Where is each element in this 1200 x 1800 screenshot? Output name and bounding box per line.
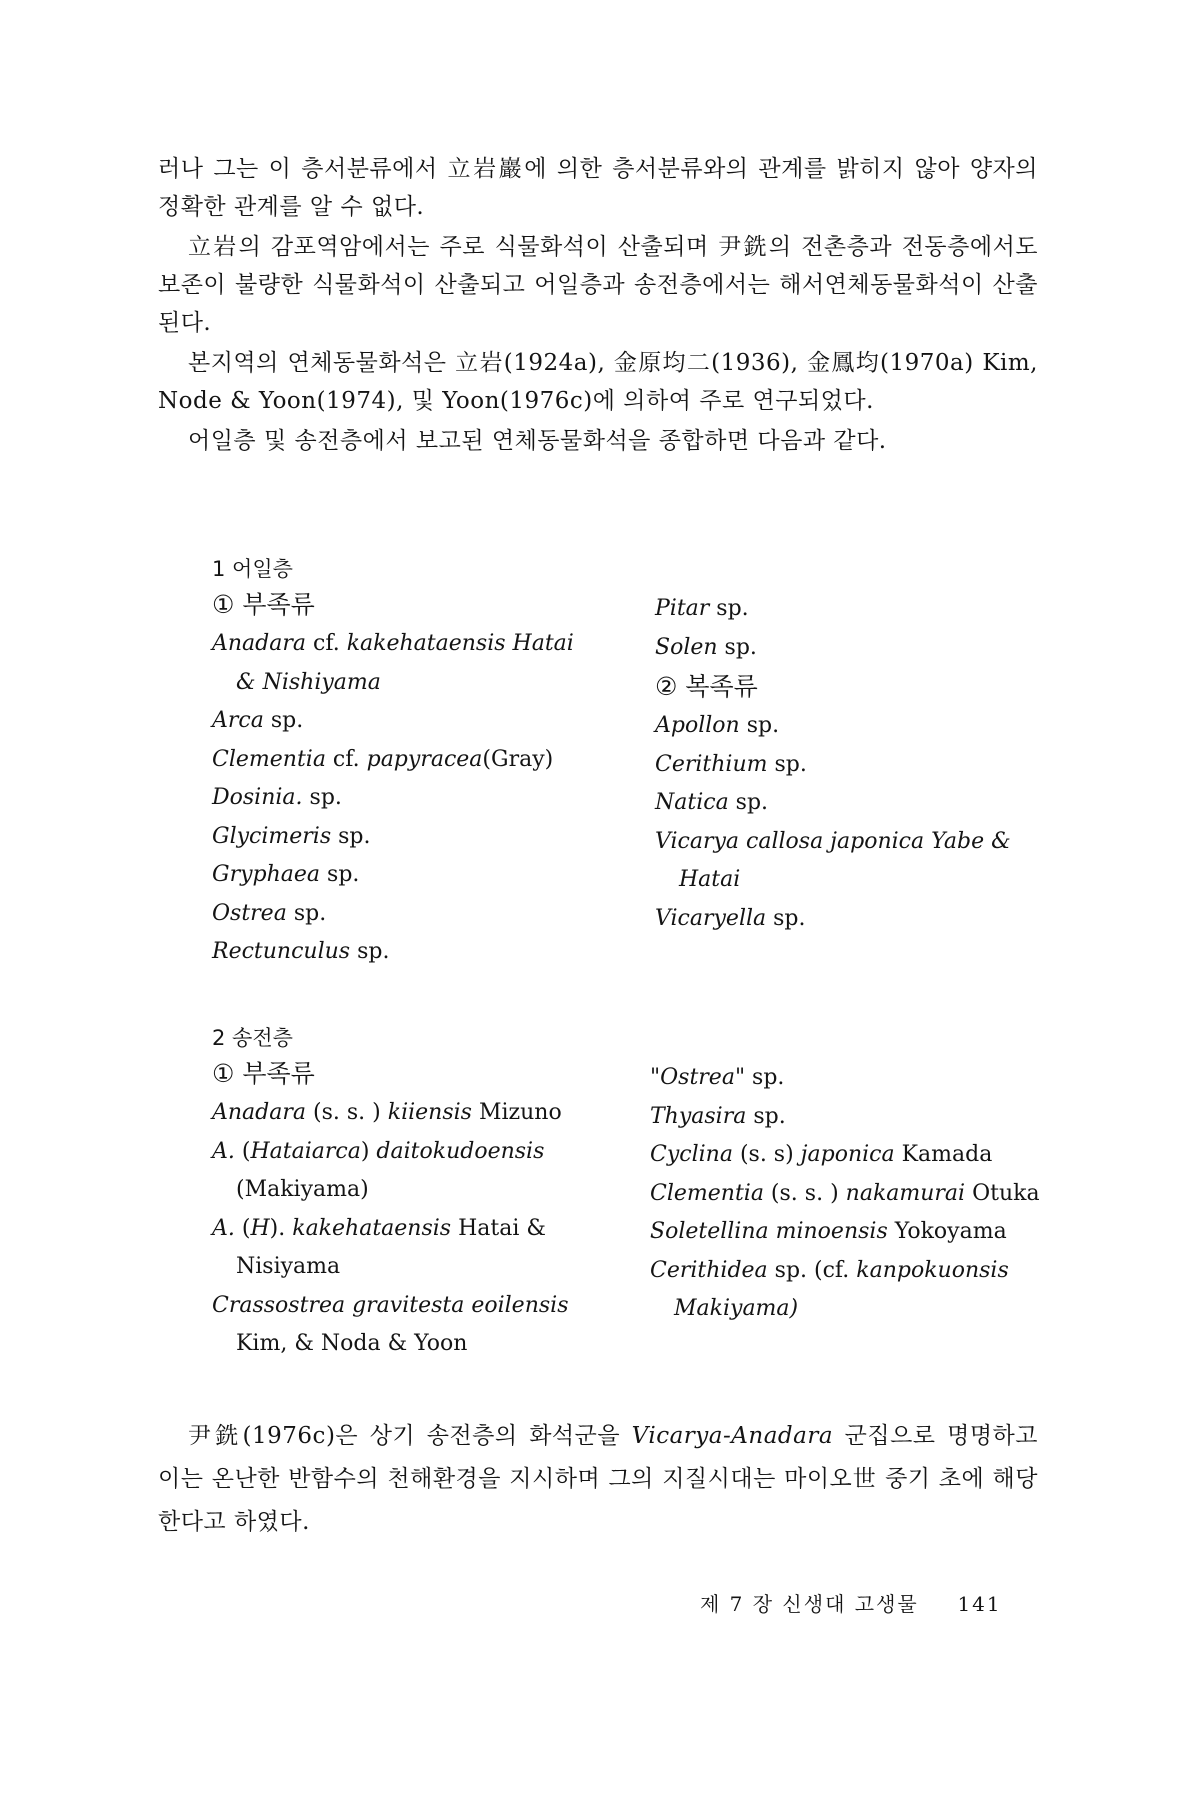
closing-text-italic: Vicarya-Anadara [631, 1423, 834, 1449]
species-line [212, 856, 642, 895]
species-text: (s. s. ) [306, 1100, 388, 1125]
species-text: sp. [728, 790, 769, 815]
species-line [212, 741, 642, 780]
section-1-left-list [212, 625, 642, 972]
species-line [650, 1098, 1080, 1137]
species-name-italic: Crassostrea gravitesta eoilensis [212, 1292, 569, 1318]
species-name-italic: nakamurai [845, 1180, 966, 1206]
species-name-italic: Pitar [655, 596, 710, 621]
species-line [655, 707, 1085, 746]
species-text: sp. [263, 708, 304, 733]
species-name-italic: kakehataensis [292, 1215, 452, 1241]
species-name-italic: A. [212, 1215, 235, 1241]
section-2-left-list [212, 1094, 642, 1364]
species-text: Kim, & Noda & Yoon [236, 1331, 468, 1356]
species-text: sp. [717, 634, 757, 660]
species-name-italic: kanpokuonsis [856, 1257, 1009, 1283]
species-text: sp. [746, 1103, 786, 1129]
paragraph-1: 러나 그는 이 층서분류에서 立岩巖에 의한 층서분류와의 관계를 밝히지 않아 양자의 정확한 관계를 알 수 없다. [158, 156, 1038, 220]
species-line [212, 625, 642, 664]
closing-text-pre: 尹銑(1976c)은 상기 송전층의 화석군을 [188, 1423, 632, 1449]
species-text: Yokoyama [887, 1219, 1007, 1244]
species-text: Nisiyama [236, 1254, 341, 1279]
species-line [655, 746, 1085, 785]
species-text: ( [234, 1138, 251, 1164]
species-line [650, 1290, 1080, 1329]
species-line [212, 1210, 642, 1249]
section-1-right-column [655, 590, 1085, 938]
species-line [650, 1136, 1080, 1175]
species-text: sp. [709, 596, 749, 621]
species-text: sp. [767, 751, 807, 777]
section-1-right-list [655, 707, 1085, 938]
species-text: cf. [306, 631, 347, 656]
species-line [650, 1213, 1080, 1252]
species-name-italic: Dosinia. [212, 785, 303, 810]
section-1-title: 1 어일층 [212, 557, 293, 581]
paragraph-4: 어일층 및 송전층에서 보고된 연체동물화석을 종합하면 다음과 같다. [188, 428, 887, 454]
section-2-right-list [650, 1059, 1080, 1329]
page-footer [700, 1588, 1002, 1617]
species-text: sp. [286, 900, 327, 926]
species-name-italic: H [250, 1215, 270, 1241]
species-name-italic: Hatai [679, 867, 741, 892]
species-name-italic: Cerithidea [650, 1257, 768, 1283]
species-line [655, 823, 1085, 862]
species-text: cf. [325, 746, 367, 772]
species-text: Hatai & [451, 1215, 546, 1241]
species-name-italic: Clementia [650, 1180, 764, 1206]
species-name-italic: Natica [655, 790, 729, 815]
species-line [212, 664, 642, 703]
page-number: 141 [957, 1592, 1002, 1616]
species-text: sp. [350, 939, 390, 964]
section-2-bivalve-heading: ① 부족류 [212, 1059, 315, 1088]
species-text: sp. [302, 785, 342, 810]
species-name-italic: Glycimeris [212, 823, 332, 849]
species-name-italic: Solen [655, 634, 718, 660]
species-name-italic: Thyasira [650, 1103, 747, 1129]
species-line [212, 933, 642, 972]
species-text: ) [360, 1138, 377, 1164]
species-line [212, 1248, 642, 1287]
species-line [212, 1325, 642, 1364]
species-name-italic: Clementia [212, 746, 326, 772]
species-name-italic: daitokudoensis [376, 1138, 545, 1164]
section-2-right-column [650, 1059, 1080, 1329]
species-line [212, 1133, 642, 1172]
section-1-left-column [212, 585, 642, 972]
species-text: Mizuno [471, 1100, 562, 1125]
species-name-italic: papyracea [366, 746, 483, 772]
species-name-italic: Anadara [212, 631, 307, 656]
species-line [212, 779, 642, 818]
species-name-italic: "Ostrea" [650, 1065, 746, 1090]
species-text: (Gray) [482, 746, 554, 772]
closing-text-post: 군집으로 명명하고 이는 온난한 반함수의 천해환경을 지시하며 그의 지질시대는 마이오世 중기 초에 해당한다고 하였다. [158, 1423, 1038, 1535]
species-name-italic: Arca [212, 708, 264, 733]
closing-text [158, 1415, 1038, 1544]
species-name-italic: Gryphaea [212, 862, 321, 887]
species-name-italic: & Nishiyama [236, 669, 381, 695]
species-text: (s. s. ) [763, 1180, 846, 1206]
species-text: sp. [320, 862, 360, 887]
species-text: (s. s) [732, 1142, 801, 1167]
species-text: sp. [766, 905, 806, 931]
species-name-italic: Vicarya callosa japonica Yabe & [655, 828, 1011, 854]
species-name-italic: Anadara [212, 1100, 307, 1125]
species-line [655, 590, 1085, 629]
species-line [212, 1171, 642, 1210]
species-name-italic: japonica [800, 1142, 895, 1167]
paragraph-3: 본지역의 연체동물화석은 立岩(1924a), 金原均二(1936), 金鳳均(1970a) Kim, Node & Yoon(1974), 및 Yoon(1976c)에 의하여 주로 연구되었다. [158, 350, 1038, 414]
species-line [212, 895, 642, 934]
species-text: (Makiyama) [236, 1177, 369, 1202]
species-name-italic: Rectunculus [212, 939, 351, 964]
species-text: sp. (cf. [767, 1257, 857, 1283]
species-name-italic: A. [212, 1138, 235, 1164]
species-name-italic: Ostrea [212, 900, 287, 926]
species-line [655, 784, 1085, 823]
species-line [655, 629, 1085, 668]
section-2-left-column [212, 1054, 642, 1364]
species-name-italic: Cyclina [650, 1142, 733, 1167]
species-line [212, 702, 642, 741]
species-name-italic: Cerithium [655, 751, 768, 777]
section-1-right-list-top [655, 590, 1085, 667]
species-line [212, 818, 642, 857]
species-line [655, 861, 1085, 900]
intro-text [158, 150, 1038, 462]
species-text: sp. [331, 823, 371, 849]
species-text: Otuka [965, 1180, 1040, 1206]
species-line [650, 1252, 1080, 1291]
species-name-italic: Vicaryella [655, 905, 767, 931]
species-text: ( [234, 1215, 251, 1241]
species-text: ). [269, 1215, 293, 1241]
species-name-italic: Soletellina minoensis [650, 1219, 888, 1244]
species-name-italic: Apollon [655, 713, 740, 738]
species-text: sp. [745, 1065, 785, 1090]
section-2-title: 2 송전층 [212, 1026, 293, 1050]
section-1-bivalve-heading: ① 부족류 [212, 590, 315, 619]
species-line [650, 1175, 1080, 1214]
species-name-italic: Hataiarca [250, 1138, 361, 1164]
section-1-gastropod-heading: ② 복족류 [655, 672, 758, 701]
species-line [212, 1287, 642, 1326]
species-line [650, 1059, 1080, 1098]
closing-paragraph [158, 1415, 1038, 1544]
species-line [212, 1094, 642, 1133]
species-name-italic: kiiensis [387, 1100, 472, 1125]
species-name-italic: Makiyama) [674, 1296, 799, 1321]
species-name-italic: kakehataensis Hatai [346, 631, 574, 656]
species-text: sp. [739, 713, 780, 738]
species-text: Kamada [894, 1142, 993, 1167]
species-line [655, 900, 1085, 939]
paragraph-2: 立岩의 감포역암에서는 주로 식물화석이 산출되며 尹銑의 전촌층과 전동층에서도 보존이 불량한 식물화석이 산출되고 어일층과 송전층에서는 해서연체동물화석이 산출된다. [158, 234, 1038, 336]
running-head: 제 7 장 신생대 고생물 [700, 1592, 919, 1616]
